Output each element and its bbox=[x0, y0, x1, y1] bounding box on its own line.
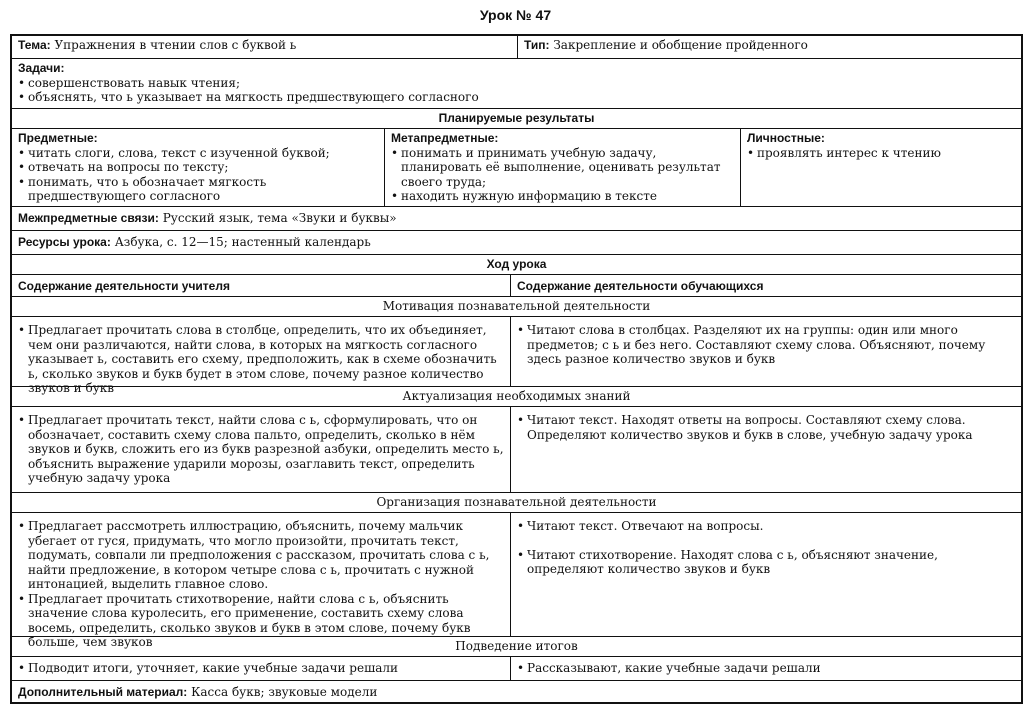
stage-heading: Подведение итогов bbox=[455, 639, 578, 653]
teacher-activity-item: • Подводит итоги, уточняет, какие учебные задачи решали bbox=[18, 661, 504, 676]
personal-results-label: Личностные: bbox=[747, 131, 825, 145]
teacher-activity-item: • Предлагает рассмотреть иллюстрацию, объяснить, почему мальчик убегает от гуся, придумать, что могло произойти, прочитать текст, подумать, совпали ли предположения с рассказом, прочитать слова с ь, найти предложение, в котором четыре слова с ь, прочитать с нужной интонацией, выделить главное слово. bbox=[18, 519, 504, 592]
student-activity-item: • Читают текст. Отвечают на вопросы. bbox=[517, 519, 1015, 534]
topic-row bbox=[12, 36, 1021, 58]
student-activity-item: • Читают текст. Находят ответы на вопросы. Составляют схему слова. Определяют количество звуков и букв в слове, учебную задачу урока bbox=[517, 413, 1015, 442]
teacher-activity-cell bbox=[12, 513, 510, 649]
student-activity-cell bbox=[510, 317, 1021, 386]
student-activity-item: • Читают слова в столбцах. Разделяют их на группы: один или много предметов; с ь и без него. Составляют схему слова. Объясняют, почему здесь разное количество звуков и букв bbox=[517, 323, 1015, 367]
additional-material-label: Дополнительный материал: bbox=[18, 685, 188, 699]
task-item: • объяснять, что ь указывает на мягкость предшествующего согласного bbox=[18, 90, 1015, 105]
lesson-flow-heading: Ход урока bbox=[486, 257, 547, 271]
subject-results-cell bbox=[12, 129, 384, 206]
planned-results-heading: Планируемые результаты bbox=[438, 111, 595, 125]
teacher-activity-item: • Предлагает прочитать текст, найти слова с ь, сформулировать, что он обозначает, составить схему слова пальто, определить, сколько в нём звуков и букв, сложить его из букв разрезной азбуки, определить место ь, объяснить выражение ударили морозы, озаглавить текст, определить учебную задачу урока bbox=[18, 413, 504, 486]
stage-content-row bbox=[12, 406, 1021, 492]
lesson-table bbox=[10, 34, 1023, 704]
interdisciplinary-row bbox=[12, 206, 1021, 230]
subject-result-item: • понимать, что ь обозначает мягкость предшествующего согласного bbox=[18, 175, 378, 204]
subject-result-item: • читать слоги, слова, текст с изученной буквой; bbox=[18, 146, 378, 161]
task-item: • совершенствовать навык чтения; bbox=[18, 76, 1015, 91]
interdisciplinary-cell bbox=[12, 207, 1021, 230]
stage-heading-row bbox=[12, 386, 1021, 406]
lesson-flow-columns-row bbox=[12, 274, 1021, 296]
student-activity-item: • Читают стихотворение. Находят слова с ь, объясняют значение, определяют количество звуков и букв bbox=[517, 548, 1015, 577]
planned-results-heading-row bbox=[12, 108, 1021, 128]
type-cell bbox=[517, 36, 1021, 58]
topic-value: Упражнения в чтении слов с буквой ь bbox=[54, 38, 297, 52]
interdisciplinary-value: Русский язык, тема «Звуки и буквы» bbox=[162, 211, 397, 225]
stage-content-row bbox=[12, 316, 1021, 395]
topic-cell bbox=[12, 36, 517, 58]
meta-result-item: • понимать и принимать учебную задачу, планировать её выполнение, оценивать результат своего труда; bbox=[391, 146, 734, 190]
lesson-flow-heading-row bbox=[12, 254, 1021, 274]
type-label: Тип: bbox=[524, 38, 550, 52]
meta-results-cell bbox=[384, 129, 740, 206]
stage-heading: Мотивация познавательной деятельности bbox=[382, 299, 651, 313]
teacher-activity-cell bbox=[12, 657, 510, 680]
additional-material-value: Касса букв; звуковые модели bbox=[191, 685, 378, 699]
type-value: Закрепление и обобщение пройденного bbox=[553, 38, 808, 52]
resources-row bbox=[12, 230, 1021, 254]
teacher-activity-cell bbox=[12, 317, 510, 395]
meta-results-label: Метапредметные: bbox=[391, 131, 499, 145]
stage-heading-row bbox=[12, 296, 1021, 316]
tasks-label: Задачи: bbox=[18, 61, 65, 75]
tasks-cell bbox=[12, 59, 1021, 108]
teacher-column-heading: Содержание деятельности учителя bbox=[18, 279, 230, 293]
teacher-activity-item: • Предлагает прочитать стихотворение, найти слова с ь, объяснить значение слова куролесить, его применение, составить схему слова восемь, определить, сколько звуков и букв в этом слове, почему букв больше, чем звуков bbox=[18, 592, 504, 650]
student-activity-cell bbox=[510, 407, 1021, 492]
resources-label: Ресурсы урока: bbox=[18, 235, 111, 249]
tasks-row bbox=[12, 58, 1021, 108]
page-title: Урок № 47 bbox=[479, 7, 552, 23]
student-activity-cell bbox=[510, 513, 1021, 636]
stage-content-row bbox=[12, 656, 1021, 680]
resources-value: Азбука, с. 12—15; настенный календарь bbox=[114, 235, 371, 249]
interdisciplinary-label: Межпредметные связи: bbox=[18, 211, 159, 225]
student-activity-item: • Рассказывают, какие учебные задачи решали bbox=[517, 661, 1015, 676]
subject-results-label: Предметные: bbox=[18, 131, 98, 145]
stage-heading: Актуализация необходимых знаний bbox=[402, 389, 631, 403]
stage-heading-row bbox=[12, 492, 1021, 512]
teacher-activity-item: • Предлагает прочитать слова в столбце, определить, что их объединяет, чем они различаются, найти слова, в которых на мягкость согласного указывает ь, составить его схему, предположить, как в схеме обозначить ь, сколько звуков и букв будет в этом слове, почему разное количество звуков и букв bbox=[18, 323, 504, 396]
student-column-heading: Содержание деятельности обучающихся bbox=[510, 275, 1021, 296]
personal-results-cell bbox=[740, 129, 1021, 206]
student-activity-cell bbox=[510, 657, 1021, 680]
topic-label: Тема: bbox=[18, 38, 51, 52]
personal-result-item: • проявлять интерес к чтению bbox=[747, 146, 1015, 161]
stage-heading: Организация познавательной деятельности bbox=[376, 495, 657, 509]
meta-result-item: • находить нужную информацию в тексте bbox=[391, 189, 734, 204]
planned-results-row bbox=[12, 128, 1021, 206]
subject-result-item: • отвечать на вопросы по тексту; bbox=[18, 160, 378, 175]
additional-material-row bbox=[12, 680, 1021, 702]
teacher-activity-cell bbox=[12, 407, 510, 492]
additional-material-cell bbox=[12, 681, 1021, 702]
stage-heading-row bbox=[12, 636, 1021, 656]
resources-cell bbox=[12, 231, 1021, 254]
